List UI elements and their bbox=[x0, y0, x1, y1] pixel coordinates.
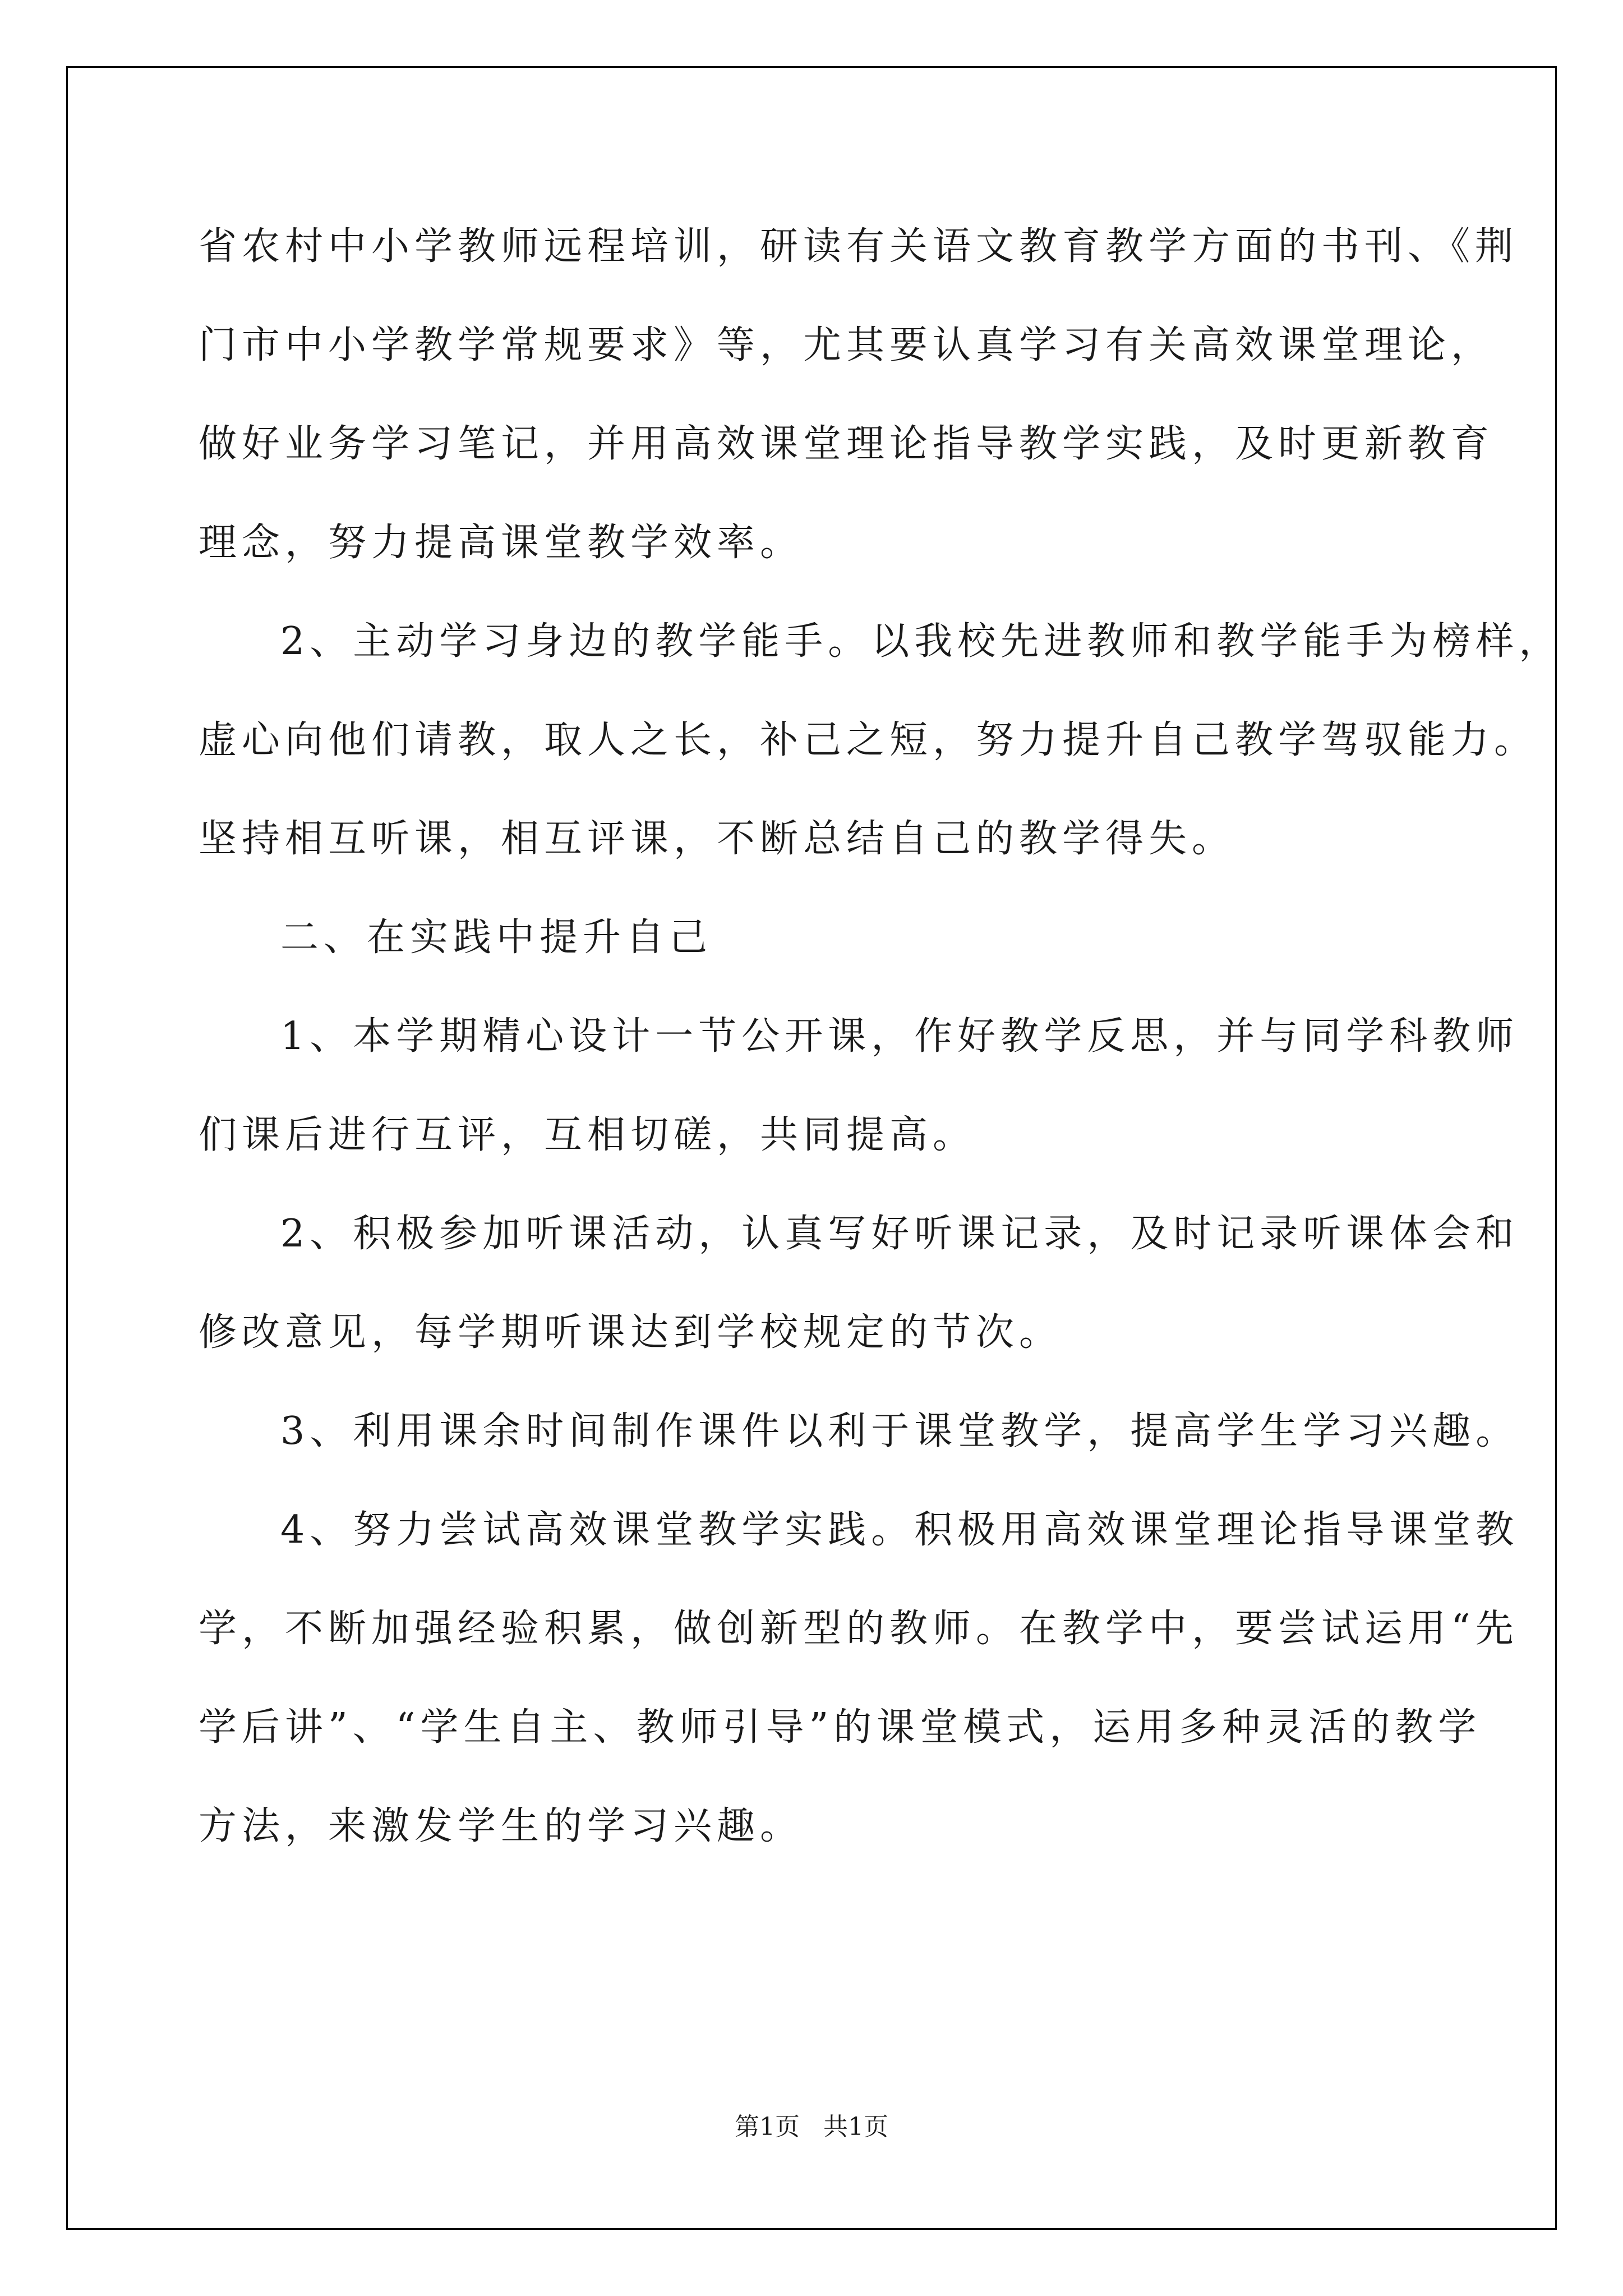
page-number-footer: 第1页 共1页 bbox=[735, 2113, 888, 2141]
paragraph-line: 方法，来激发学生的学习兴趣。 bbox=[199, 1804, 804, 1848]
paragraph-line: 做好业务学习笔记，并用高效课堂理论指导教学实践，及时更新教育 bbox=[199, 422, 1495, 466]
paragraph-line: 2、积极参加听课活动，认真写好听课记录，及时记录听课体会和 bbox=[280, 1212, 1519, 1256]
paragraph-line: 4、努力尝试高效课堂教学实践。积极用高效课堂理论指导课堂教 bbox=[280, 1508, 1519, 1552]
paragraph-line: 3、利用课余时间制作课件以利于课堂教学，提高学生学习兴趣。 bbox=[280, 1409, 1519, 1453]
paragraph-line: 学后讲”、“学生自主、教师引导”的课堂模式，运用多种灵活的教学 bbox=[199, 1705, 1482, 1750]
paragraph-line: 1、本学期精心设计一节公开课，作好教学反思，并与同学科教师 bbox=[280, 1014, 1519, 1059]
paragraph-line: 2、主动学习身边的教学能手。以我校先进教师和教学能手为榜样， bbox=[280, 619, 1562, 664]
paragraph-line: 理念，努力提高课堂教学效率。 bbox=[199, 521, 804, 565]
paragraph-line: 坚持相互听课，相互评课，不断总结自己的教学得失。 bbox=[199, 817, 1235, 861]
paragraph-line: 虚心向他们请教，取人之长，补己之短，努力提升自己教学驾驭能力。 bbox=[199, 718, 1538, 762]
paragraph-line: 省农村中小学教师远程培训，研读有关语文教育教学方面的书刊、《荆 bbox=[199, 224, 1519, 269]
paragraph-line: 修改意见，每学期听课达到学校规定的节次。 bbox=[199, 1310, 1063, 1355]
section-heading: 二、在实践中提升自己 bbox=[280, 915, 713, 960]
paragraph-line: 学，不断加强经验积累，做创新型的教师。在教学中，要尝试运用“先 bbox=[199, 1607, 1519, 1651]
paragraph-line: 们课后进行互评，互相切磋，共同提高。 bbox=[199, 1113, 976, 1157]
paragraph-line: 门市中小学教学常规要求》等，尤其要认真学习有关高效课堂理论， bbox=[199, 323, 1495, 367]
